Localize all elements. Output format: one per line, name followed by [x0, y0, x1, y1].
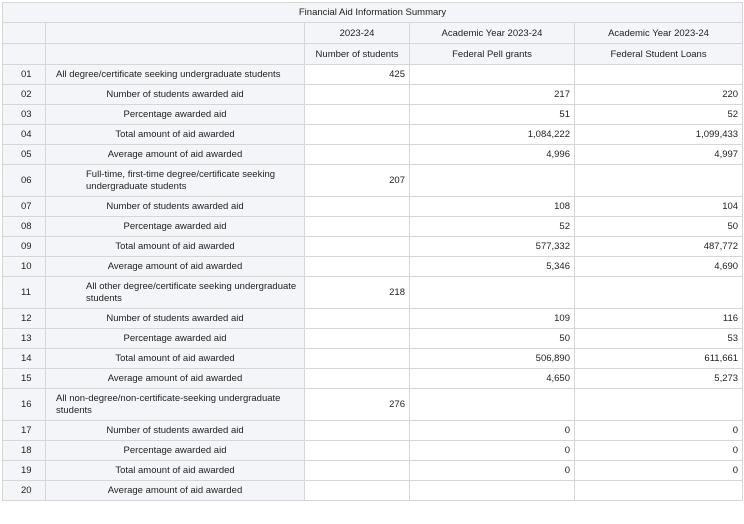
loans-value-cell: 611,661 [575, 349, 743, 369]
pell-value-cell: 109 [410, 309, 575, 329]
row-number-cell: 04 [3, 125, 46, 145]
table-row [3, 165, 743, 197]
table-title-row [3, 3, 743, 23]
table-row [3, 85, 743, 105]
row-label-cell: All non-degree/non-certificate-seeking undergraduate students [46, 389, 305, 421]
pell-value-cell: 5,346 [410, 257, 575, 277]
students-value-cell: 276 [305, 389, 410, 421]
row-label-cell: Full-time, first-time degree/certificate seeking undergraduate students [46, 165, 305, 197]
row-number-cell: 09 [3, 237, 46, 257]
loans-value-cell: 104 [575, 197, 743, 217]
students-value-cell [305, 217, 410, 237]
table-row [3, 145, 743, 165]
table-row [3, 277, 743, 309]
pell-value-cell [410, 165, 575, 197]
pell-value-cell: 4,996 [410, 145, 575, 165]
table-row [3, 309, 743, 329]
students-value-cell: 207 [305, 165, 410, 197]
pell-value-cell: 0 [410, 461, 575, 481]
students-value-cell [305, 369, 410, 389]
students-value-cell [305, 197, 410, 217]
pell-value-cell: 0 [410, 441, 575, 461]
table-row [3, 441, 743, 461]
loans-value-cell [575, 65, 743, 85]
header-cell-blank [46, 23, 305, 44]
pell-value-cell: 217 [410, 85, 575, 105]
row-label-cell: Average amount of aid awarded [46, 257, 305, 277]
table-row [3, 105, 743, 125]
loans-value-cell [575, 389, 743, 421]
header-cell-federal-student-loans: Federal Student Loans [575, 44, 743, 65]
row-number-cell: 11 [3, 277, 46, 309]
table-row [3, 125, 743, 145]
pell-value-cell [410, 481, 575, 501]
header-cell-blank [3, 23, 46, 44]
table-title: Financial Aid Information Summary [3, 3, 743, 23]
students-value-cell: 218 [305, 277, 410, 309]
students-value-cell: 425 [305, 65, 410, 85]
row-label-cell: Percentage awarded aid [46, 217, 305, 237]
row-label-cell: All other degree/certificate seeking undergraduate students [46, 277, 305, 309]
header-cell-year-pell: Academic Year 2023-24 [410, 23, 575, 44]
header-cell-blank [3, 44, 46, 65]
row-label-cell: All degree/certificate seeking undergraduate students [46, 65, 305, 85]
header-row-year [3, 23, 743, 44]
row-number-cell: 05 [3, 145, 46, 165]
table-row [3, 237, 743, 257]
header-cell-blank [46, 44, 305, 65]
loans-value-cell [575, 277, 743, 309]
loans-value-cell: 0 [575, 461, 743, 481]
pell-value-cell: 0 [410, 421, 575, 441]
loans-value-cell: 50 [575, 217, 743, 237]
table-row [3, 369, 743, 389]
pell-value-cell: 51 [410, 105, 575, 125]
students-value-cell [305, 125, 410, 145]
row-label-cell: Number of students awarded aid [46, 197, 305, 217]
pell-value-cell: 506,890 [410, 349, 575, 369]
pell-value-cell: 577,332 [410, 237, 575, 257]
header-cell-year-loans: Academic Year 2023-24 [575, 23, 743, 44]
row-label-cell: Total amount of aid awarded [46, 349, 305, 369]
row-label-cell: Number of students awarded aid [46, 85, 305, 105]
table-row [3, 217, 743, 237]
loans-value-cell: 4,690 [575, 257, 743, 277]
pell-value-cell: 108 [410, 197, 575, 217]
loans-value-cell: 116 [575, 309, 743, 329]
loans-value-cell: 487,772 [575, 237, 743, 257]
row-number-cell: 02 [3, 85, 46, 105]
row-label-cell: Total amount of aid awarded [46, 125, 305, 145]
loans-value-cell: 4,997 [575, 145, 743, 165]
financial-aid-table-container [2, 2, 743, 501]
row-number-cell: 08 [3, 217, 46, 237]
students-value-cell [305, 105, 410, 125]
row-label-cell: Average amount of aid awarded [46, 369, 305, 389]
row-number-cell: 18 [3, 441, 46, 461]
pell-value-cell [410, 389, 575, 421]
table-row [3, 481, 743, 501]
pell-value-cell: 50 [410, 329, 575, 349]
row-number-cell: 03 [3, 105, 46, 125]
row-number-cell: 19 [3, 461, 46, 481]
row-label-cell: Percentage awarded aid [46, 105, 305, 125]
table-row [3, 421, 743, 441]
loans-value-cell: 53 [575, 329, 743, 349]
students-value-cell [305, 85, 410, 105]
pell-value-cell [410, 277, 575, 309]
row-number-cell: 14 [3, 349, 46, 369]
row-label-cell: Total amount of aid awarded [46, 461, 305, 481]
loans-value-cell: 0 [575, 421, 743, 441]
financial-aid-table [2, 2, 743, 501]
pell-value-cell: 4,650 [410, 369, 575, 389]
row-label-cell: Average amount of aid awarded [46, 145, 305, 165]
students-value-cell [305, 481, 410, 501]
students-value-cell [305, 441, 410, 461]
loans-value-cell: 220 [575, 85, 743, 105]
row-number-cell: 17 [3, 421, 46, 441]
row-label-cell: Average amount of aid awarded [46, 481, 305, 501]
loans-value-cell [575, 481, 743, 501]
row-number-cell: 16 [3, 389, 46, 421]
pell-value-cell: 1,084,222 [410, 125, 575, 145]
students-value-cell [305, 421, 410, 441]
students-value-cell [305, 309, 410, 329]
row-number-cell: 20 [3, 481, 46, 501]
loans-value-cell: 1,099,433 [575, 125, 743, 145]
row-number-cell: 13 [3, 329, 46, 349]
row-label-cell: Percentage awarded aid [46, 441, 305, 461]
loans-value-cell: 0 [575, 441, 743, 461]
row-number-cell: 12 [3, 309, 46, 329]
header-cell-year-students: 2023-24 [305, 23, 410, 44]
header-cell-federal-pell-grants: Federal Pell grants [410, 44, 575, 65]
students-value-cell [305, 237, 410, 257]
table-row [3, 461, 743, 481]
loans-value-cell: 52 [575, 105, 743, 125]
row-label-cell: Number of students awarded aid [46, 421, 305, 441]
table-row [3, 389, 743, 421]
loans-value-cell: 5,273 [575, 369, 743, 389]
pell-value-cell: 52 [410, 217, 575, 237]
table-row [3, 349, 743, 369]
students-value-cell [305, 145, 410, 165]
row-number-cell: 07 [3, 197, 46, 217]
row-number-cell: 01 [3, 65, 46, 85]
row-number-cell: 06 [3, 165, 46, 197]
row-label-cell: Total amount of aid awarded [46, 237, 305, 257]
students-value-cell [305, 349, 410, 369]
header-row-columns [3, 44, 743, 65]
students-value-cell [305, 461, 410, 481]
table-row [3, 65, 743, 85]
table-row [3, 197, 743, 217]
table-row [3, 257, 743, 277]
students-value-cell [305, 329, 410, 349]
row-label-cell: Number of students awarded aid [46, 309, 305, 329]
row-label-cell: Percentage awarded aid [46, 329, 305, 349]
row-number-cell: 10 [3, 257, 46, 277]
header-cell-number-of-students: Number of students [305, 44, 410, 65]
row-number-cell: 15 [3, 369, 46, 389]
loans-value-cell [575, 165, 743, 197]
pell-value-cell [410, 65, 575, 85]
table-row [3, 329, 743, 349]
students-value-cell [305, 257, 410, 277]
